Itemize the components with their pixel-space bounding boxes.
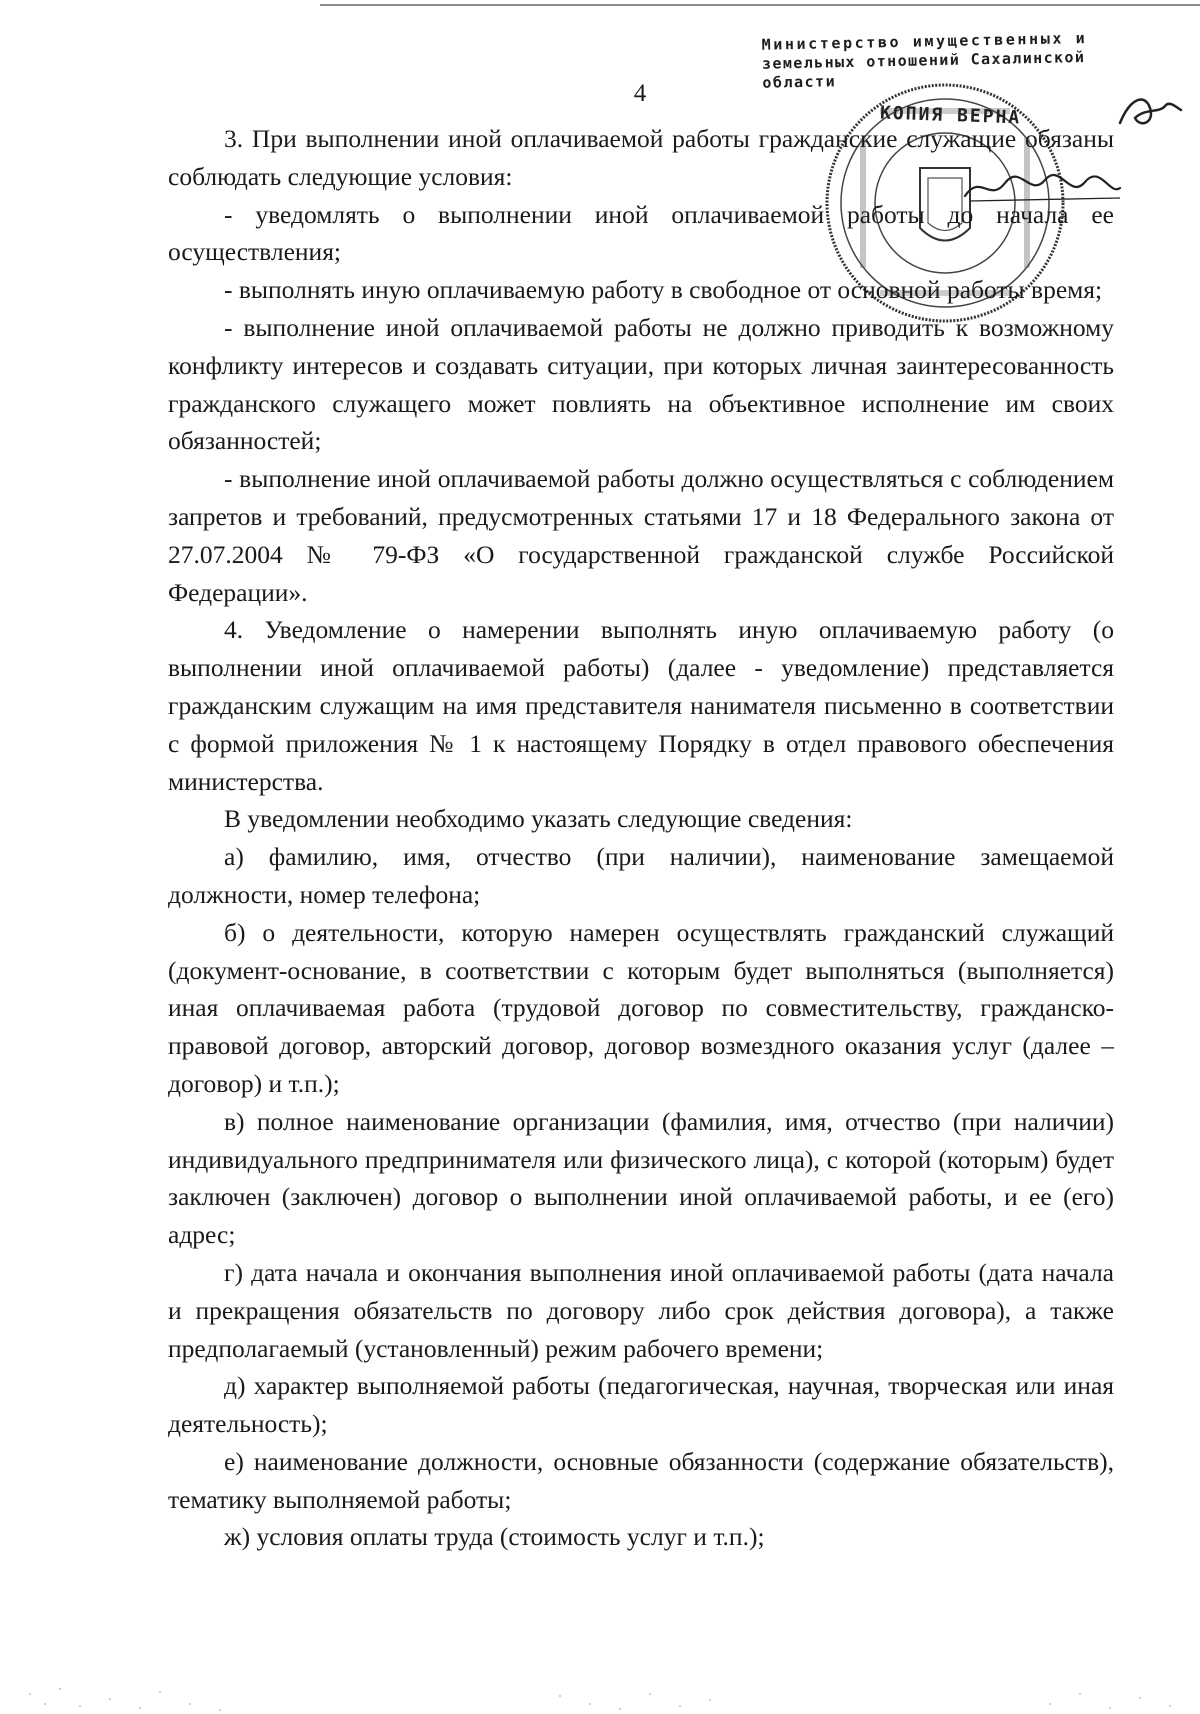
paragraph: г) дата начала и окончания выполнения иной оплачиваемой работы (дата начала и прекращения обязательств по договору либо срок действия договора), а также предполагаемый (установленный) режим рабочего времени; [168, 1257, 1114, 1363]
scan-edge-line [320, 4, 1200, 6]
paragraph: в) полное наименование организации (фамилия, имя, отчество (при наличии) индивидуального предпринимателя или физического лица), с которой (которым) будет заключен (заключен) договор о выполнении иной оплачиваемой работы, и ее (его) адрес; [168, 1106, 1114, 1250]
paragraph: ж) условия оплаты труда (стоимость услуг и т.п.); [224, 1522, 765, 1552]
paragraph: - выполнять иную оплачиваемую работу в свободное от основной работы время; [224, 275, 1103, 305]
stamp-line-1: Министерство имущественных и [761, 28, 1088, 54]
paragraph: - выполнение иной оплачиваемой работы не должно приводить к возможному конфликту интересов и создавать ситуации, при которых личная заинтересованность гражданского служащего может повлиять на объективное исполнение им своих обязанностей; [168, 312, 1114, 456]
page-number: 4 [633, 80, 647, 107]
paragraph: д) характер выполняемой работы (педагогическая, научная, творческая или иная деятельность); [168, 1371, 1114, 1439]
signature-icon [1115, 88, 1185, 133]
copy-verified-mark: КОПИЯ ВЕРНА [879, 102, 1022, 129]
stamp-line-3: области [762, 72, 837, 92]
paragraph: - выполнение иной оплачиваемой работы должно осуществляться с соблюдением запретов и требований, предусмотренных статьями 17 и 18 Федерального закона от 27.07.2004 № 79-ФЗ «О государственной гражданской службе Российской Федерации». [168, 464, 1114, 607]
paragraph: а) фамилию, имя, отчество (при наличии), наименование замещаемой должности, номер телефона; [168, 842, 1114, 909]
document-body [168, 120, 1114, 1556]
paragraph: е) наименование должности, основные обязанности (содержание обязательств), тематику выполняемой работы; [168, 1446, 1114, 1514]
paragraph: 4. Уведомление о намерении выполнять иную оплачиваемую работу (о выполнении иной оплачиваемой работы) (далее - уведомление) представляется гражданским служащим на имя представителя нанимателя письменно в соответствии с формой приложения № 1 к настоящему Порядку в отдел правового обеспечения министерства. [168, 615, 1114, 796]
scan-noise-texture [0, 1634, 1200, 1714]
stamp-line-2: земельных отношений Сахалинской [761, 47, 1086, 73]
paragraph: б) о деятельности, которую намерен осуществлять гражданский служащий (документ-основание, в соответствии с которым будет выполняться (выполняется) иная оплачиваемая работа (трудовой договор по совместительству, гражданско-правовой договор, авторский договор, договор возмездного оказания услуг (далее – договор) и т.п.); [168, 917, 1114, 1098]
paragraph: 3. При выполнении иной оплачиваемой работы гражданские служащие обязаны соблюдать следующие условия: [168, 124, 1114, 191]
paragraph: В уведомлении необходимо указать следующие сведения: [224, 804, 853, 834]
paragraph: - уведомлять о выполнении иной оплачиваемой работы до начала ее осуществления; [168, 199, 1114, 267]
